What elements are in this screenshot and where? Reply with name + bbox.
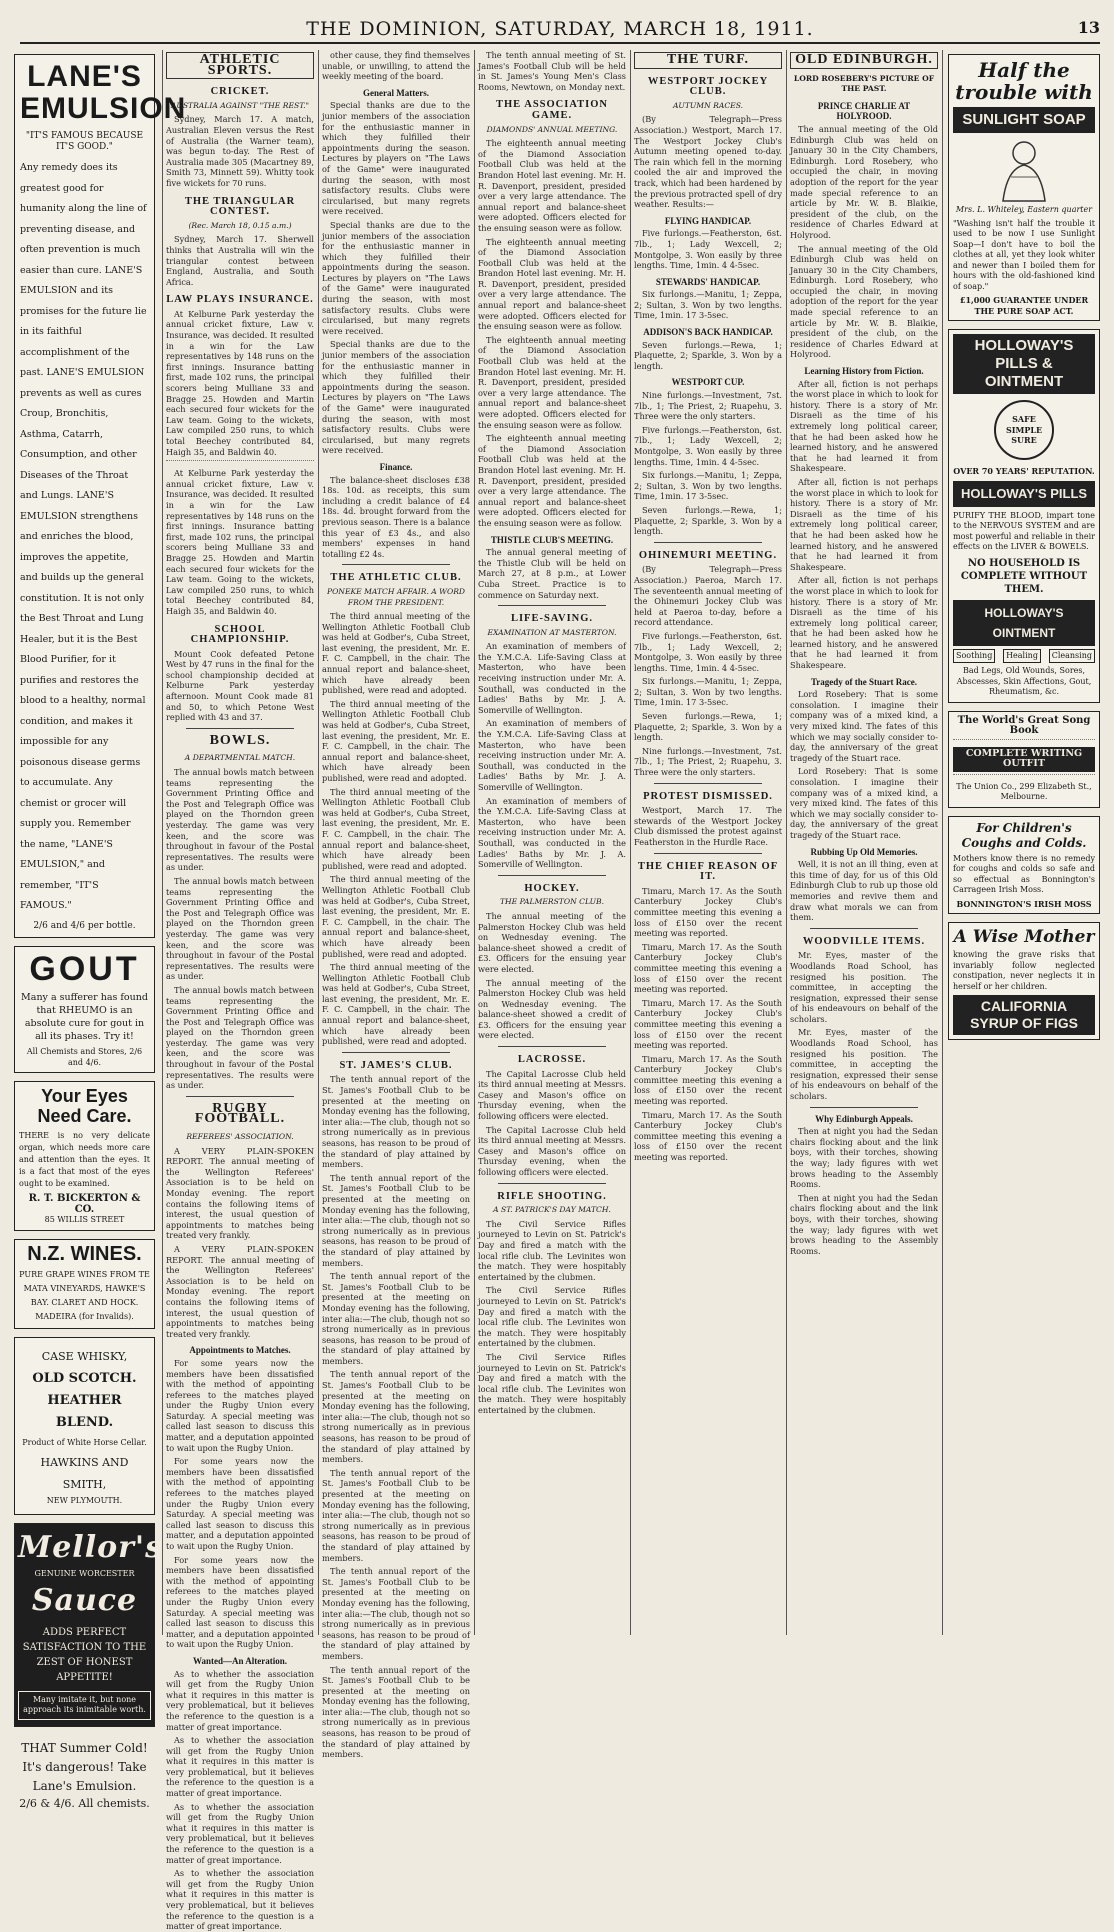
text-filler xyxy=(953,739,1095,745)
article-title: SCHOOL CHAMPIONSHIP. xyxy=(190,623,290,646)
article xyxy=(166,1345,314,1650)
song-book-ad xyxy=(948,711,1100,808)
mellors-sauce: Sauce xyxy=(31,1582,138,1618)
article xyxy=(166,1656,314,1932)
article xyxy=(478,1192,626,1416)
article-text: At Kelburne Park yesterday the annual cricket fixture, Law v. Insurance, was decided. It resulted in a win for the Law representatives by 148 runs on the first innings. Insurance batting first, made 102 runs, the principal scorers being Mulliane 33 and Bragge 25. Howden and Martin each secured four wickets for the Law team. Going to the wickets, Law compiled 250 runs, to which total Beechey contributed 84, Haigh 35, and Baldwin 40. xyxy=(166,308,314,457)
text-filler xyxy=(953,774,1095,780)
holloways-household: NO HOUSEHOLD IS COMPLETE WITHOUT THEM. xyxy=(960,557,1088,595)
article-text: The annual bowls match between teams representing the Government Printing Office and the Post and Telegraph Office was played on the Thorndon green yesterday. The game was very keen, and the score was throughout in favour of the Postal representatives. The results were as under. xyxy=(166,875,314,982)
sunlight-guarantee: £1,000 GUARANTEE UNDER THE PURE SOAP ACT. xyxy=(959,295,1089,316)
divider xyxy=(342,564,450,565)
article-text: The tenth annual report of the St. James's Football Club to be presented at the meeting on Monday evening has the following, inter alia:—The club, though not so strong numerically as in previous seasons, has reason to be proud of the standard of play attained by members. xyxy=(322,1664,470,1760)
left-ad-column xyxy=(12,50,187,1810)
article-text: Five furlongs.—Featherston, 6st. 7lb., 1; Lady Wexcell, 2; Montgolpe, 3. Won easily by three lengths. Time, 1min. 4 4-5sec. xyxy=(634,424,782,467)
article-subtitle: A ST. PATRICK'S DAY MATCH. xyxy=(493,1205,611,1215)
wines-title: N.Z. WINES. xyxy=(27,1242,142,1265)
article-title: Learning History from Fiction. xyxy=(804,366,924,377)
divider xyxy=(498,1183,606,1184)
article-text: The third annual meeting of the Wellington Athletic Football Club was held at Godber's, Cuba Street, last evening, the president, Mr. E. F. C. Campbell, in the chair. The annual report and balance-sheet, which have already been published, were read and adopted. xyxy=(322,698,470,783)
article-text: As to whether the association will get from the Rugby Union what it requires in this matter is very problematical, but it believes the reference to the question is a matter of great importance. xyxy=(166,1735,314,1799)
article-title: THE CHIEF REASON OF IT. xyxy=(637,860,779,883)
article-text: After all, fiction is not perhaps the worst place in which to look for history. There is a story of Mr. Disraeli as the time of his extremely long political career, that he had been asked how he learned history, and he answered that he had learned it from Shakespeare. xyxy=(790,476,938,572)
article-text: The annual meeting of the Palmerston Hockey Club was held on Wednesday evening. The balance-sheet showed a credit of £3. Officers for the ensuing year were elected. xyxy=(478,977,626,1041)
right-ad-column xyxy=(946,50,1102,1635)
article-text: The Capital Lacrosse Club held its third annual meeting at Messrs. Casey and Mason's office on Thursday evening, when the following officers were elected. xyxy=(478,1068,626,1122)
athletic-sports-column xyxy=(166,50,314,1932)
ointment-qualities xyxy=(953,649,1095,664)
article xyxy=(166,734,314,1091)
woman-icon xyxy=(989,137,1059,201)
gout-ad xyxy=(14,946,155,1073)
article-title: FLYING HANDICAP. xyxy=(664,215,752,226)
article-subtitle: (Rec. March 18, 0.15 a.m.) xyxy=(188,220,292,230)
article xyxy=(322,88,470,456)
column-rule xyxy=(162,50,163,1635)
article-text: The tenth annual report of the St. James's Football Club to be presented at the meeting on Monday evening has the following, inter alia:—The club, though not so strong numerically as in previous seasons, has reason to be proud of the standard of play attained by members. xyxy=(322,1467,470,1563)
article-text: Special thanks are due to the junior members of the association for the enthusiastic manner in which they fulfilled their appointments during the season. Lectures by players on "The Laws of the Game" were inaugurated during the season, with most satisfactory results. Clubs were circularised, but many regrets were received. xyxy=(322,100,470,217)
article-text: Sydney, March 17. Sherwell thinks that Australia will win the triangular contest between England, Australia, and South Africa. xyxy=(166,234,314,287)
article-subtitle: A DEPARTMENTAL MATCH. xyxy=(184,753,296,763)
article-text: The eighteenth annual meeting of the Diamond Association Football Club was held at the Brandon Hotel last evening. Mr. H. R. Davenport, president, presided over a very large attendance. The annual report and balance-sheet were adopted. Officers elected for the ensuing season were as follow. xyxy=(478,433,626,528)
newspaper-title: THE DOMINION, SATURDAY, MARCH 18, 1911. xyxy=(306,18,814,40)
article-title: WESTPORT JOCKEY CLUB. xyxy=(647,75,769,98)
article xyxy=(322,573,470,1047)
article-title: ADDISON'S BACK HANDICAP. xyxy=(643,327,773,338)
article-title: LACROSSE. xyxy=(517,1054,587,1066)
article-text: Five furlongs.—Featherston, 6st. 7lb., 1; Lady Wexcell, 2; Montgolpe, 3. Won easily by three lengths. Time, 1min. 4 4-5sec. xyxy=(634,228,782,271)
article-text: Well, it is not an ill thing, even at this time of day, for us of this Old Edinburgh Club to rub up those old memories and revive them and draw what morals we can from them. xyxy=(790,859,938,923)
songbook-sub: COMPLETE WRITING OUTFIT xyxy=(953,747,1095,772)
mellors-sauce-ad xyxy=(14,1523,163,1727)
eyes-firm: R. T. BICKERTON & CO. xyxy=(28,1193,141,1215)
article-text: For some years now the members have been dissatisfied with the method of appointing referees to the matches played under the Rugby Union every Saturday. A special meeting was called last season to discuss this matter, and a deputation appointed to wait upon the Rugby Union. xyxy=(166,1456,314,1551)
eyes-ad xyxy=(14,1081,155,1231)
lanes-emulsion-ad xyxy=(14,54,187,938)
article-text: Special thanks are due to the junior members of the association for the enthusiastic manner in which they fulfilled their appointments during the season. Lectures by players on "The Laws of the Game" were inaugurated during the season, with most satisfactory results. Clubs were circularised, but many regrets were received. xyxy=(322,339,470,456)
article-subtitle: AUTUMN RACES. xyxy=(672,100,744,110)
whisky-town: NEW PLYMOUTH. xyxy=(46,1495,123,1505)
article-text: The tenth annual report of the St. James's Football Club to be presented at the meeting on Monday evening has the following, inter alia:—The club, though not so strong numerically as in previous seasons, has reason to be proud of the standard of play attained by members. xyxy=(322,1566,470,1661)
article-title: LAW PLAYS INSURANCE. xyxy=(166,294,314,306)
divider xyxy=(498,605,606,606)
article-text: Timaru, March 17. As the South Canterbury Jockey Club's committee meeting this evening a loss of £150 over the recent meeting was reported. xyxy=(634,997,782,1051)
article-text: Mount Cook defeated Petone West by 47 runs in the final for the school championship decided at Kelburne Park yesterday afternoon. Mount Cook made 81 and 50, to which Petone West replied with 43 and 37. xyxy=(166,648,314,723)
whisky-line-3: HEATHER BLEND. xyxy=(47,1392,122,1430)
badge-text: SAFE SIMPLE SURE xyxy=(1005,414,1043,446)
page-number: 13 xyxy=(1077,18,1100,37)
sunlight-brand: SUNLIGHT SOAP xyxy=(953,107,1095,133)
article-title: Why Edinburgh Appeals. xyxy=(815,1113,913,1124)
article xyxy=(790,101,938,360)
article-title: General Matters. xyxy=(363,87,429,98)
cold-price: 2/6 & 4/6. All chemists. xyxy=(19,1796,150,1810)
article-text: The third annual meeting of the Wellington Athletic Football Club was held at Godber's, Cuba Street, last evening, the president, Mr. E. F. C. Campbell, in the chair. The annual report and balance-sheet, which have already been published, were read and adopted. xyxy=(322,962,470,1047)
article-text: The Civil Service Rifles journeyed to Levin on St. Patrick's Day and fired a match with the local rifle club. The Levinites won the match. They were hospitably entertained by the clubmen. xyxy=(478,1351,626,1415)
summer-cold-ad xyxy=(14,1735,155,1816)
article xyxy=(478,100,626,528)
article xyxy=(634,216,782,271)
article-text: Timaru, March 17. As the South Canterbury Jockey Club's committee meeting this evening a loss of £150 over the recent meeting was reported. xyxy=(634,885,782,939)
article-text: The Capital Lacrosse Club held its third annual meeting at Messrs. Casey and Mason's office on Thursday evening, when the following officers were elected. xyxy=(478,1124,626,1177)
article-text: For some years now the members have been dissatisfied with the method of appointing referees to the matches played under the Rugby Union every Saturday. A special meeting was called last season to discuss this matter, and a deputation appointed to wait upon the Rugby Union. xyxy=(166,1357,314,1453)
holloways-reputation: OVER 70 YEARS' REPUTATION. xyxy=(953,466,1095,476)
article-text: The eighteenth annual meeting of the Diamond Association Football Club was held at the Brandon Hotel last evening. Mr. H. R. Davenport, president, presided over a very large attendance. The annual report and balance-sheet were adopted. Officers elected for the ensuing season were as follow. xyxy=(478,236,626,332)
column-rule xyxy=(942,50,943,1635)
article-text: After all, fiction is not perhaps the worst place in which to look for history. There is a story of Mr. Disraeli as the time of his extremely long political career, that he had been asked how he learned history, and he answered that he had learned it from Shakespeare. xyxy=(790,575,938,671)
article-text: Westport, March 17. The stewards of the Westport Jockey Club dismissed the protest against Featherston in the Hurdle Race. xyxy=(634,805,782,847)
article-text: Mr. Eyes, master of the Woodlands Road School, has resigned his position. The committee, in accepting the resignation, expressed their sense of his endeavours on behalf of the scholars. xyxy=(790,950,938,1024)
coughs-body: Mothers know there is no remedy for coughs and colds so safe and so effectual as Bonnington's Carrageen Irish Moss. xyxy=(953,853,1095,894)
article-text: An examination of members of the Y.M.C.A. Life-Saving Class at Masterton, who have been receiving instruction under Mr. A. Southall, was conducted in the Ladies' Baths by Mr. J. A. Somerville of Wellington. xyxy=(478,641,626,715)
article-title: Rubbing Up Old Memories. xyxy=(810,846,918,857)
article-text: Nine furlongs.—Investment, 7st. 7lb., 1; The Priest, 2; Ruapehu, 3. Three were the only starters. xyxy=(634,745,782,778)
article xyxy=(634,551,782,778)
sunlight-soap-ad xyxy=(948,54,1100,321)
sports-column-3 xyxy=(322,50,470,1760)
article-text: The third annual meeting of the Wellington Athletic Football Club was held at Godber's, Cuba Street, last evening, the president, Mr. E. F. C. Campbell, in the chair. The annual report and balance-sheet, which have already been published, were read and adopted. xyxy=(322,874,470,959)
article-text: Then at night you had the Sedan chairs flocking about and the link boys, with their torches, showing the way; lady figures with wet brows heading to the Assembly Rooms. xyxy=(790,1126,938,1190)
article xyxy=(634,377,782,536)
wines-body: PURE GRAPE WINES FROM TE MATA VINEYARDS, HAWKE'S BAY. CLARET AND HOCK. MADEIRA (for Invalids). xyxy=(19,1269,150,1321)
masthead xyxy=(20,18,1100,44)
article-text: The third annual meeting of the Wellington Athletic Football Club was held at Godber's, Cuba Street, last evening, the president, Mr. E. F. C. Campbell, in the chair. The annual report and balance-sheet, which have already been published, were read and adopted. xyxy=(322,611,470,696)
article xyxy=(478,535,626,601)
article-text: The tenth annual report of the St. James's Football Club to be presented at the meeting on Monday evening has the following, inter alia:—The club, though not so strong numerically as in previous seasons, has reason to be proud of the standard of play attained by members. xyxy=(322,1172,470,1268)
article xyxy=(634,792,782,848)
coughs-brand: BONNINGTON'S IRISH MOSS xyxy=(956,898,1092,909)
wise-mother-ad xyxy=(948,922,1100,1040)
article-title: Wanted—An Alteration. xyxy=(192,1655,287,1666)
article-text: For some years now the members have been dissatisfied with the method of appointing referees to the matches played under the Rugby Union every Saturday. A special meeting was called last season to discuss this matter, and a deputation appointed to wait upon the Rugby Union. xyxy=(166,1554,314,1650)
gout-body: Many a sufferer has found that RHEUMO is an absolute cure for gout in all its phases. Try it! xyxy=(21,992,148,1042)
holloways-ointment: HOLLOWAY'S OINTMENT xyxy=(953,600,1095,646)
article-text: The tenth annual report of the St. James's Football Club to be presented at the meeting on Monday evening has the following, inter alia:—The club, though not so strong numerically as in previous seasons, has reason to be proud of the standard of play attained by members. xyxy=(322,1074,470,1170)
lanes-price: 2/6 and 4/6 per bottle. xyxy=(33,920,136,931)
article-text: Five furlongs.—Featherston, 6st. 7lb., 1; Lady Wexcell, 2; Montgolpe, 3. Won easily by three lengths. Time, 1min. 4 4-5sec. xyxy=(634,630,782,673)
article-text: A VERY PLAIN-SPOKEN REPORT. The annual meeting of the Wellington Referees' Association is to be held on Monday evening. The report contains the following items of interest, the usual question of appointments to matches being treated very frankly. xyxy=(166,1145,314,1241)
turf-column xyxy=(634,50,782,1635)
woman-illustration xyxy=(989,137,1059,201)
article-text: other cause, they find themselves unable, or unwilling, to attend the weekly meeting of the board. xyxy=(322,50,470,82)
eyes-body: THERE is no very delicate organ, which needs more care and attention than the eyes. It is a fact that most of the eyes ought to be examined. xyxy=(19,1131,150,1188)
article-title: THISTLE CLUB'S MEETING. xyxy=(490,534,614,545)
article-text: Timaru, March 17. As the South Canterbury Jockey Club's committee meeting this evening a loss of £150 over the recent meeting was reported. xyxy=(634,941,782,995)
eyes-title: Your Eyes Need Care. xyxy=(37,1086,132,1126)
divider xyxy=(654,853,762,854)
article-title: OHINEMURI MEETING. xyxy=(638,549,778,561)
article-text: The annual meeting of the Old Edinburgh Club was held on January 30 in the City Chambers, Edinburgh. Lord Rosebery, who occupied the chair, in moving adoption of the report for the year made special reference to an article by Mr. W. B. Blaikie, president of the club, on the residence of Charles Edward at Holyrood. xyxy=(790,123,938,240)
article-text: The annual general meeting of the Thistle Club will be held on March 27, at 8 p.m., at Lower Cuba Street. Practice is to commence on Saturday next. xyxy=(478,547,626,600)
article xyxy=(166,87,314,188)
article-title: THE ASSOCIATION GAME. xyxy=(496,99,608,121)
quality-cell: Healing xyxy=(1003,649,1041,664)
article xyxy=(790,677,938,841)
edinburgh-subheading: LORD ROSEBERY'S PICTURE OF THE PAST. xyxy=(793,73,935,94)
article-text: Seven furlongs.—Rewa, 1; Plaquette, 2; Sparkle, 3. Won by a length. xyxy=(634,504,782,537)
lanes-emulsion-title: LANE'S EMULSION xyxy=(20,60,187,125)
article-title: ST. JAMES'S CLUB. xyxy=(339,1059,453,1071)
divider xyxy=(342,1052,450,1053)
coughs-title: For Children's Coughs and Colds. xyxy=(961,820,1087,850)
whisky-line-2: OLD SCOTCH. xyxy=(32,1370,137,1386)
quality-cell: Cleansing xyxy=(1049,649,1095,664)
divider xyxy=(654,783,762,784)
article-text: (By Telegraph—Press Association.) Paeroa, March 17. The seventeenth annual meeting of the Ohinemuri Jockey Club was held at Paeroa to-day, before a record attendance. xyxy=(634,564,782,628)
eyes-address: 85 WILLIS STREET xyxy=(44,1215,125,1224)
article-text: An examination of members of the Y.M.C.A. Life-Saving Class at Masterton, who have been receiving instruction under Mr. A. Southall, was conducted in the Ladies' Baths by Mr. J. A. Somerville of Wellington. xyxy=(478,718,626,792)
lanes-slogan: "IT'S FAMOUS BECAUSE IT'S GOOD." xyxy=(25,131,144,152)
article xyxy=(790,366,938,671)
article-subtitle: AUSTRALIA AGAINST "THE REST." xyxy=(170,100,310,110)
article xyxy=(166,1102,314,1339)
article-title: PRINCE CHARLIE AT HOLYROOD. xyxy=(817,100,911,122)
mother-body: knowing the grave risks that invariably follow neglected constipation, never neglects it in herself or her children. xyxy=(953,950,1095,991)
article-text: The annual meeting of the Old Edinburgh Club was held on January 30 in the City Chambers, Edinburgh. Lord Rosebery, who occupied the chair, in moving adoption of the report for the year made special reference to an article by Mr. W. B. Blaikie, president of the club, on the residence of Charles Edward at Holyrood. xyxy=(790,243,938,360)
divider xyxy=(810,928,918,929)
article-text: Sydney, March 17. A match, Australian Eleven versus the Rest of Australia (the Warner team), was begun to-day. The Rest of Australia made 305 (Macartney 89, Smith 73, Minnett 59). Whitty took five wickets for 70 runs. xyxy=(166,114,314,188)
article-text: Lord Rosebery: That is some consolation. I imagine their company was of a mixed kind, a very mixed kind. The fates of this which we may socially consider to-day, the anniversary of the great tragedy of the Stuart race. xyxy=(790,689,938,763)
article-text: The third annual meeting of the Wellington Athletic Football Club was held at Godber's, Cuba Street, last evening, the president, Mr. E. F. C. Campbell, in the chair. The annual report and balance-sheet, which have already been published, were read and adopted. xyxy=(322,786,470,871)
divider xyxy=(810,1107,918,1108)
cold-body: THAT Summer Cold! It's dangerous! Take Lane's Emulsion. xyxy=(21,1740,148,1793)
sunlight-quote: "Washing isn't half the trouble it used to be now I use Sunlight Soap—I don't have to boil the clothes at all, yet they look whiter and newer than I boiled them for hours with the old-fashioned kind of soap." xyxy=(953,218,1095,291)
article-text: Lord Rosebery: That is some consolation. I imagine their company was of a mixed kind, a very mixed kind. The fates of this which we may socially consider to-day, the anniversary of the great tragedy of the Stuart race. xyxy=(790,766,938,840)
article-title: BOWLS. xyxy=(209,732,271,748)
article xyxy=(790,1114,938,1257)
article-title: THE TRIANGULAR CONTEST. xyxy=(184,195,296,218)
article-text: As to whether the association will get from the Rugby Union what it requires in this matter is very problematical, but it believes the reference to the question is a matter of great importance. xyxy=(166,1801,314,1865)
songbook-foot: The Union Co., 299 Elizabeth St., Melbourne. xyxy=(956,781,1092,801)
nz-wines-ad xyxy=(14,1239,155,1329)
childrens-coughs-ad xyxy=(948,816,1100,915)
holloways-ad xyxy=(948,329,1100,703)
article-text: The Civil Service Rifles journeyed to Levin on St. Patrick's Day and fired a match with the local rifle club. The Levinites won the match. They were hospitably entertained by the clubmen. xyxy=(478,1285,626,1349)
article-text: Six furlongs.—Manitu, 1; Zeppa, 2; Sultan, 3. Won by two lengths. Time, 1min. 17 3-5sec. xyxy=(634,289,782,321)
column-rule xyxy=(474,50,475,1635)
article xyxy=(790,937,938,1102)
article-text: (By Telegraph—Press Association.) Westport, March 17. The Westport Jockey Club's Autumn meeting opened to-day. The rain which fell in the morning cooled the air and improved the track, which had been hardened by the previous protracted spell of dry weather. Results:— xyxy=(634,114,782,210)
edinburgh-heading: OLD EDINBURGH. xyxy=(790,52,938,69)
article-text: An examination of members of the Y.M.C.A. Life-Saving Class at Masterton, who have been receiving instruction under Mr. A. Southall, was conducted in the Ladies' Baths by Mr. J. A. Somerville of Wellington. xyxy=(478,795,626,870)
whisky-ad xyxy=(14,1337,155,1516)
article-title: LIFE-SAVING. xyxy=(510,613,594,625)
article-text: Mr. Eyes, master of the Woodlands Road School, has resigned his position. The committee, in accepting the resignation, expressed their sense of his endeavours on behalf of the scholars. xyxy=(790,1027,938,1102)
article-text: The tenth annual meeting of St. James's Football Club will be held in St. James's Young Men's Class Rooms, Newtown, on Monday next. xyxy=(478,50,626,92)
article-text: The eighteenth annual meeting of the Diamond Association Football Club was held at the Brandon Hotel last evening. Mr. H. R. Davenport, president, presided over a very large attendance. The annual report and balance-sheet were adopted. Officers elected for the ensuing season were as follow. xyxy=(478,138,626,233)
mellors-foot: Many imitate it, but none approach its inimitable worth. xyxy=(18,1691,151,1720)
article-text: The Civil Service Rifles journeyed to Levin on St. Patrick's Day and fired a match with the local rifle club. The Levinites won the match. They were hospitably entertained by the clubmen. xyxy=(478,1218,626,1282)
article-text: After all, fiction is not perhaps the worst place in which to look for history. There is a story of Mr. Disraeli as the time of his extremely long political career, that he had been asked how he learned history, and he answered that he had learned it from Shakespeare. xyxy=(790,378,938,474)
mellors-body: ADDS PERFECT SATISFACTION TO THE ZEST OF HONEST APPETITE! xyxy=(22,1626,147,1683)
article-text: The annual bowls match between teams representing the Government Printing Office and the Post and Telegraph Office was played on the Thorndon green yesterday. The game was very keen, and the score was throughout in favour of the Postal representatives. The results were as under. xyxy=(166,767,314,873)
article-title: WOODVILLE ITEMS. xyxy=(802,935,926,947)
article xyxy=(478,614,626,870)
mellors-title: Mellor's xyxy=(18,1530,163,1565)
article-title: RUGBY FOOTBALL. xyxy=(194,1100,286,1127)
article xyxy=(478,1055,626,1178)
article-title: WESTPORT CUP. xyxy=(671,377,745,388)
article xyxy=(322,1061,470,1760)
article-text: Special thanks are due to the junior members of the association for the enthusiastic manner in which they fulfilled their appointments during the season. Lectures by players on "The Laws of the Game" were inaugurated during the season, with most satisfactory results. Clubs were circularised, but many regrets were received. xyxy=(322,219,470,336)
article-title: Finance. xyxy=(379,461,413,472)
article-text: A VERY PLAIN-SPOKEN REPORT. The annual meeting of the Wellington Referees' Association is to be held on Monday evening. The report contains the following items of interest, the usual question of appointments to matches being treated very frankly. xyxy=(166,1243,314,1339)
article-subtitle: PONEKE MATCH AFFAIR. A WORD FROM THE PRESIDENT. xyxy=(326,586,466,607)
article xyxy=(634,327,782,371)
old-edinburgh-article xyxy=(790,50,938,1635)
article-title: RIFLE SHOOTING. xyxy=(497,1190,607,1202)
article xyxy=(634,77,782,210)
divider xyxy=(654,542,762,543)
holloways-pills: HOLLOWAY'S PILLS xyxy=(953,481,1095,507)
songbook-title: The World's Great Song Book xyxy=(957,714,1091,736)
article-text: As to whether the association will get from the Rugby Union what it requires in this matter is very problematical, but it believes the reference to the question is a matter of great importance. xyxy=(166,1868,314,1932)
holloways-foot: Bad Legs, Old Wounds, Sores, Abscesses, Skin Affections, Gout, Rheumatism, &c. xyxy=(956,666,1092,696)
article xyxy=(166,625,314,723)
article-text: Seven furlongs.—Rewa, 1; Plaquette, 2; Sparkle, 3. Won by a length. xyxy=(634,339,782,371)
turf-heading: THE TURF. xyxy=(634,52,782,69)
article xyxy=(790,847,938,923)
divider xyxy=(498,875,606,876)
sunlight-signature: Mrs. L. Whiteley, Eastern quarter xyxy=(955,205,1093,214)
article-text: The eighteenth annual meeting of the Diamond Association Football Club was held at the Brandon Hotel last evening. Mr. H. R. Davenport, president, presided over a very large attendance. The annual report and balance-sheet were adopted. Officers elected for the ensuing season were as follow. xyxy=(478,334,626,430)
whisky-firm: HAWKINS AND SMITH, xyxy=(40,1455,129,1491)
article-title: Tragedy of the Stuart Race. xyxy=(810,676,918,687)
article-text: The annual bowls match between teams representing the Government Printing Office and the Post and Telegraph Office was played on the Thorndon green yesterday. The game was very keen, and the score was throughout in favour of the Postal representatives. The results were as under. xyxy=(166,984,314,1091)
article-text: Timaru, March 17. As the South Canterbury Jockey Club's committee meeting this evening a loss of £150 over the recent meeting was reported. xyxy=(634,1109,782,1163)
article-text: Timaru, March 17. As the South Canterbury Jockey Club's committee meeting this evening a loss of £150 over the recent meeting was reported. xyxy=(634,1053,782,1107)
column-rule xyxy=(630,50,631,1635)
safe-simple-sure-badge xyxy=(994,400,1054,460)
article xyxy=(166,295,314,616)
article-title: PROTEST DISMISSED. xyxy=(643,790,773,802)
article-text: Nine furlongs.—Investment, 7st. 7lb., 1; The Priest, 2; Ruapehu, 3. Three were the only starters. xyxy=(634,390,782,422)
article-subtitle: THE PALMERSTON CLUB. xyxy=(499,897,604,907)
column-rule xyxy=(318,50,319,1635)
article-text: The tenth annual report of the St. James's Football Club to be presented at the meeting on Monday evening has the following, inter alia:—The club, though not so strong numerically as in previous seasons, has reason to be proud of the standard of play attained by members. xyxy=(322,1271,470,1366)
article-title: CRICKET. xyxy=(210,86,270,98)
mother-brand: CALIFORNIA SYRUP OF FIGS xyxy=(953,995,1095,1035)
sunlight-headline: Half the trouble with xyxy=(955,58,1093,104)
lanes-body: Any remedy does its greatest good for humanity along the line of preventing disease, and often prevention is much easier than cure. LANE'S EMULSION and its promises for the future lie in its faithful accomplishment of the past. LANE'S EMULSION prevents as well as cures Croup, Bronchitis, Asthma, Catarrh, Consumption, and other Diseases of the Throat and Lungs. LANE'S EMULSION strengthens and enriches the blood, improves the appetite, and builds up the general constitution. It is not only the Best Throat and Lung Healer, but it is the Best Blood Purifier, for it purifies and restores the blood to a healthy, normal condition, and makes it impossible for any poisonous disease germs to accumulate. Any chemist or grocer will supply you. Remember the name, "LANE'S EMULSION," and remember, "IT'S FAMOUS." xyxy=(20,162,147,911)
article xyxy=(634,277,782,321)
article-text: Seven furlongs.—Rewa, 1; Plaquette, 2; Sparkle, 3. Won by a length. xyxy=(634,711,782,743)
column-rule xyxy=(786,50,787,1635)
gout-foot: All Chemists and Stores, 2/6 and 4/6. xyxy=(26,1047,143,1067)
divider xyxy=(186,1096,294,1097)
divider xyxy=(186,728,294,729)
article-text: Six furlongs.—Manitu, 1; Zeppa, 2; Sultan, 3. Won by two lengths. Time, 1min. 17 3-5sec. xyxy=(634,676,782,708)
article-text: Six furlongs.—Manitu, 1; Zeppa, 2; Sultan, 3. Won by two lengths. Time, 1min. 17 3-5sec. xyxy=(634,470,782,502)
whisky-line-1: CASE WHISKY, xyxy=(41,1349,128,1363)
athletic-sports-heading: ATHLETIC SPORTS. xyxy=(166,52,314,79)
divider xyxy=(498,1046,606,1047)
mother-title: A Wise Mother xyxy=(953,927,1095,947)
article xyxy=(322,462,470,559)
article-title: STEWARDS' HANDICAP. xyxy=(655,276,761,287)
article-title: HOCKEY. xyxy=(524,882,580,894)
quality-cell: Soothing xyxy=(953,649,995,664)
holloways-title: HOLLOWAY'S PILLS & OINTMENT xyxy=(953,334,1095,394)
text-filler xyxy=(166,460,314,466)
article-title: THE ATHLETIC CLUB. xyxy=(330,572,462,584)
article-text: As to whether the association will get from the Rugby Union what it requires in this matter is very problematical, but it believes the reference to the question is a matter of great importance. xyxy=(166,1668,314,1732)
article-text: The balance-sheet discloses £38 18s. 10d. as receipts, this sum including a credit balance of £4 18s. 4d. brought forward from the previous season. There is a balance this year of £3 4s., and also members' expenses in hand totalling £2 4s. xyxy=(322,474,470,559)
article-text: The tenth annual report of the St. James's Football Club to be presented at the meeting on Monday evening has the following, inter alia:—The club, though not so strong numerically as in previous seasons, has reason to be proud of the standard of play attained by members. xyxy=(322,1369,470,1465)
whisky-line-4: Product of White Horse Cellar. xyxy=(22,1437,147,1447)
sports-column-4 xyxy=(478,50,626,1635)
article xyxy=(478,884,626,1041)
article-subtitle: DIAMONDS' ANNUAL MEETING. xyxy=(486,124,618,134)
mellors-sub: GENUINE WORCESTER xyxy=(34,1569,135,1578)
article-text: The annual meeting of the Palmerston Hockey Club was held on Wednesday evening. The balance-sheet showed a credit of £3. Officers for the ensuing year were elected. xyxy=(478,910,626,974)
article-title: Appointments to Matches. xyxy=(189,1345,291,1356)
holloways-purify: PURIFY THE BLOOD, impart tone to the NERVOUS SYSTEM and are most powerful and reliable in their effects on the LIVER & BOWELS. xyxy=(953,510,1095,551)
article xyxy=(166,197,314,288)
article-text: At Kelburne Park yesterday the annual cricket fixture, Law v. Insurance, was decided. It resulted in a win for the Law representatives by 148 runs on the first innings. Insurance batting first, made 102 runs, the principal scorers being Mulliane 33 and Bragge 25. Howden and Martin each secured four wickets for the Law team. Going to the wickets, Law compiled 250 runs, to which total Beechey contributed 84, Haigh 35, and Baldwin 40. xyxy=(166,468,314,616)
gout-title: GOUT xyxy=(29,950,140,988)
article xyxy=(634,862,782,1163)
article-text: Then at night you had the Sedan chairs flocking about and the link boys, with their torches, showing the way; lady figures with wet brows heading to the Assembly Rooms. xyxy=(790,1192,938,1256)
article-subtitle: EXAMINATION AT MASTERTON. xyxy=(487,627,617,637)
article-subtitle: REFEREES' ASSOCIATION. xyxy=(186,1132,294,1142)
